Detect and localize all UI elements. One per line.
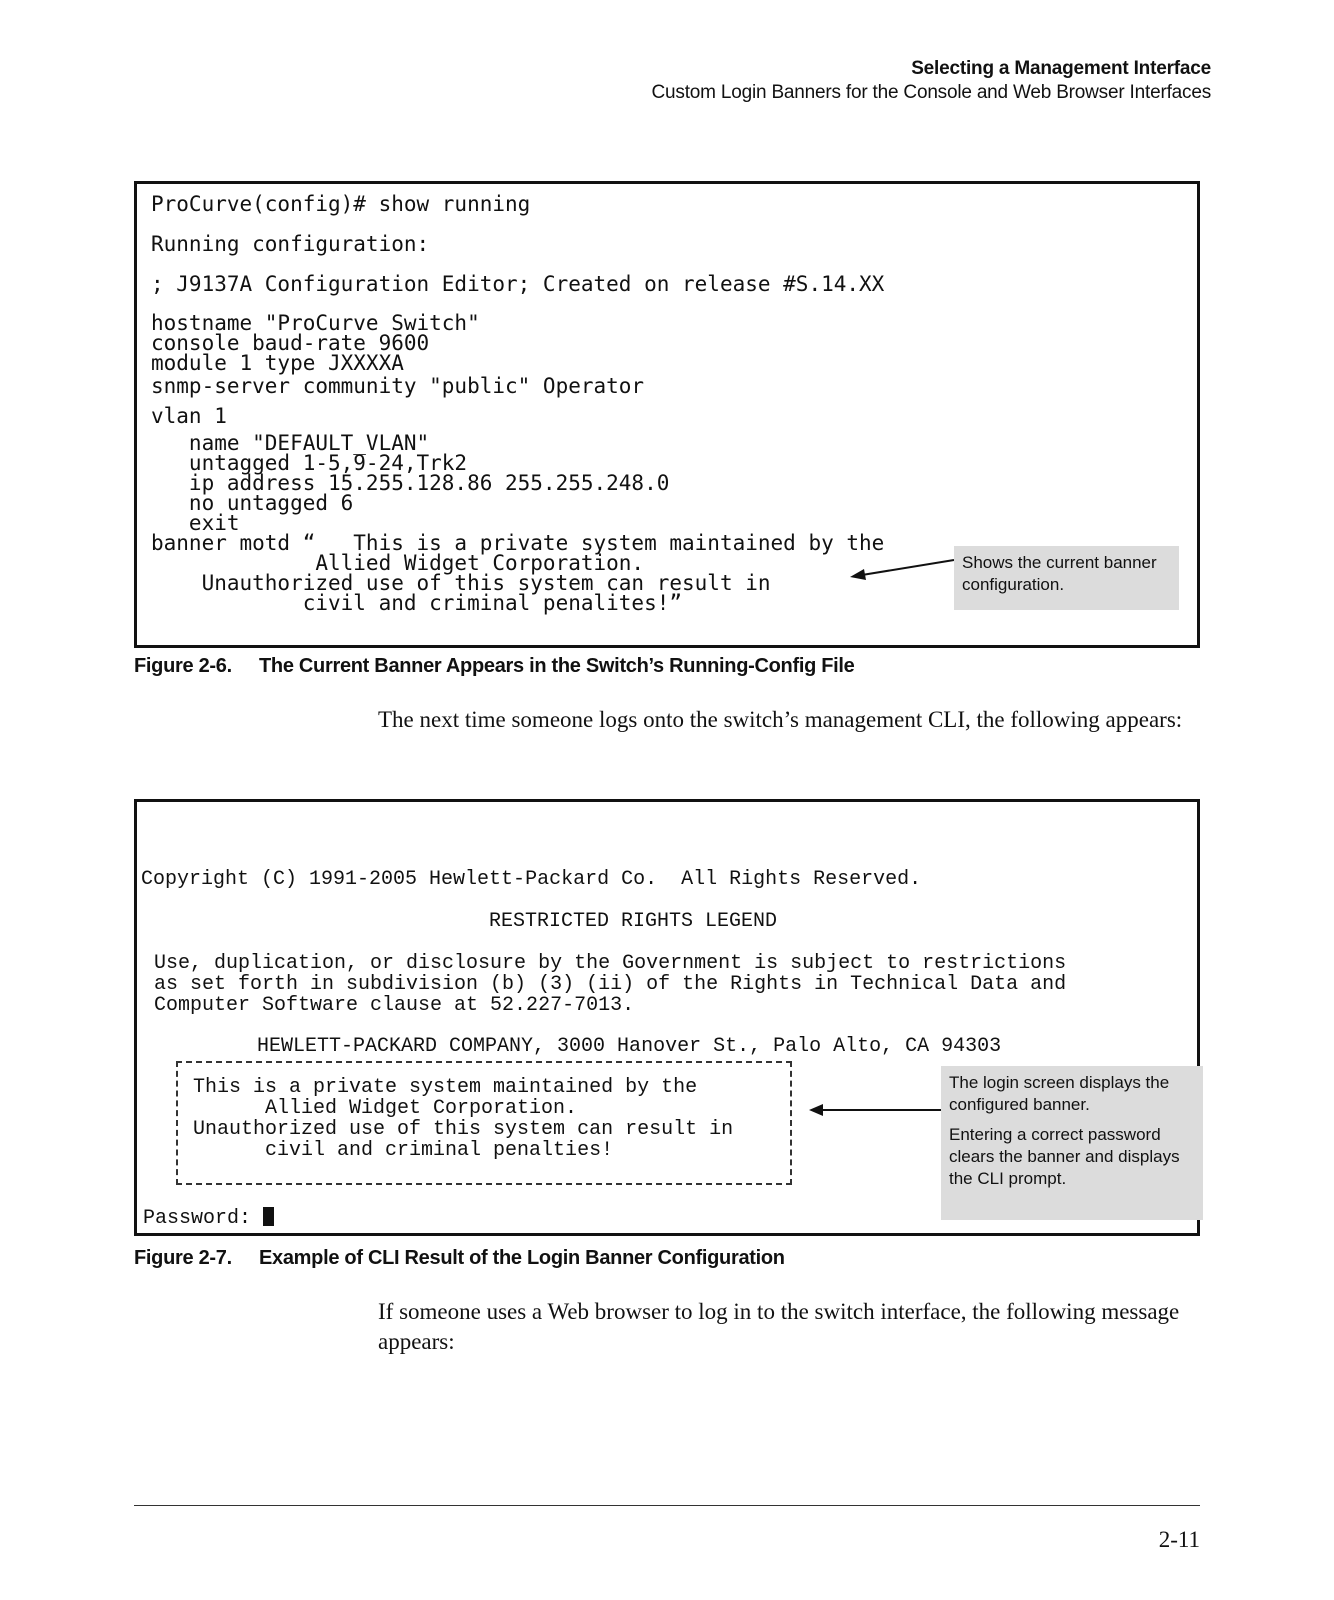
callout-current-banner-text: Shows the current banner configuration.	[962, 553, 1157, 594]
config-line-ip: ip address 15.255.128.86 255.255.248.0	[151, 471, 670, 495]
terminal-banner-line-4: civil and criminal penalties!	[193, 1139, 614, 1162]
config-line-command: ProCurve(config)# show running	[151, 192, 531, 216]
config-line-baud: console baud-rate 9600	[151, 331, 430, 355]
page-number: 2-11	[1158, 1527, 1200, 1552]
config-line-exit: exit	[151, 511, 240, 535]
terminal-company: HEWLETT-PACKARD COMPANY, 3000 Hanover St., Palo Alto, CA 94303	[257, 1035, 1002, 1058]
terminal-password-row	[143, 1207, 274, 1229]
running-header-title: Selecting a Management Interface	[911, 58, 1211, 79]
password-prompt: Password:	[143, 1207, 264, 1230]
config-line-banner-3: Unauthorized use of this system can result in	[151, 571, 771, 595]
callout-current-banner	[954, 546, 1179, 610]
paragraph-web-login: If someone uses a Web browser to log in to the switch interface, the following message appears:	[378, 1299, 1180, 1354]
terminal-legend-line-1: Use, duplication, or disclosure by the Government is subject to restrictions	[154, 952, 1067, 975]
terminal-legend-line-3: Computer Software clause at 52.227-7013.	[154, 994, 635, 1017]
figure-2-6-caption	[134, 655, 855, 678]
callout-arrow-1	[848, 555, 958, 585]
config-line-untagged: untagged 1-5,9-24,Trk2	[151, 451, 468, 475]
cursor-icon	[263, 1207, 274, 1226]
callout-login-screen	[941, 1066, 1203, 1220]
config-line-running: Running configuration:	[151, 232, 430, 256]
config-line-editor: ; J9137A Configuration Editor; Created on release #S.14.XX	[151, 272, 885, 296]
terminal-banner-line-2: Allied Widget Corporation.	[193, 1097, 578, 1120]
figure-2-7-number: Figure 2-7.	[134, 1247, 232, 1269]
config-line-module: module 1 type JXXXXA	[151, 351, 404, 375]
config-line-snmp: snmp-server community "public" Operator	[151, 374, 645, 398]
running-header-subtitle: Custom Login Banners for the Console and Web Browser Interfaces	[651, 82, 1211, 103]
terminal-banner-line-1: This is a private system maintained by the	[193, 1076, 698, 1099]
figure-2-7-title: Example of CLI Result of the Login Banner Configuration	[259, 1247, 785, 1269]
callout-login-text-1: The login screen displays the configured banner.	[949, 1073, 1170, 1114]
config-line-hostname: hostname "ProCurve Switch"	[151, 311, 480, 335]
terminal-banner-line-3: Unauthorized use of this system can result in	[193, 1118, 734, 1141]
paragraph-cli-login: The next time someone logs onto the switch’s management CLI, the following appears:	[378, 707, 1183, 732]
terminal-copyright: Copyright (C) 1991-2005 Hewlett-Packard Co. All Rights Reserved.	[141, 868, 922, 891]
footer-rule	[134, 1505, 1200, 1506]
config-line-banner-1: banner motd “ This is a private system maintained by the	[151, 531, 885, 555]
figure-2-6-title: The Current Banner Appears in the Switch’s Running-Config File	[259, 655, 855, 677]
config-line-banner-4: civil and criminal penalites!”	[151, 591, 683, 615]
config-line-vlan: vlan 1	[151, 404, 227, 428]
config-line-vlan-name: name "DEFAULT_VLAN"	[151, 431, 430, 455]
terminal-legend-line-2: as set forth in subdivision (b) (3) (ii) of the Rights in Technical Data and	[154, 973, 1067, 996]
terminal-legend-title: RESTRICTED RIGHTS LEGEND	[489, 910, 778, 933]
callout-login-text-2: Entering a correct password clears the banner and displays the CLI prompt.	[949, 1125, 1180, 1188]
config-line-banner-2: Allied Widget Corporation.	[151, 551, 645, 575]
figure-2-6-number: Figure 2-6.	[134, 655, 232, 677]
figure-2-7-caption	[134, 1247, 785, 1270]
callout-arrow-2	[807, 1100, 947, 1120]
config-line-no-untagged: no untagged 6	[151, 491, 354, 515]
